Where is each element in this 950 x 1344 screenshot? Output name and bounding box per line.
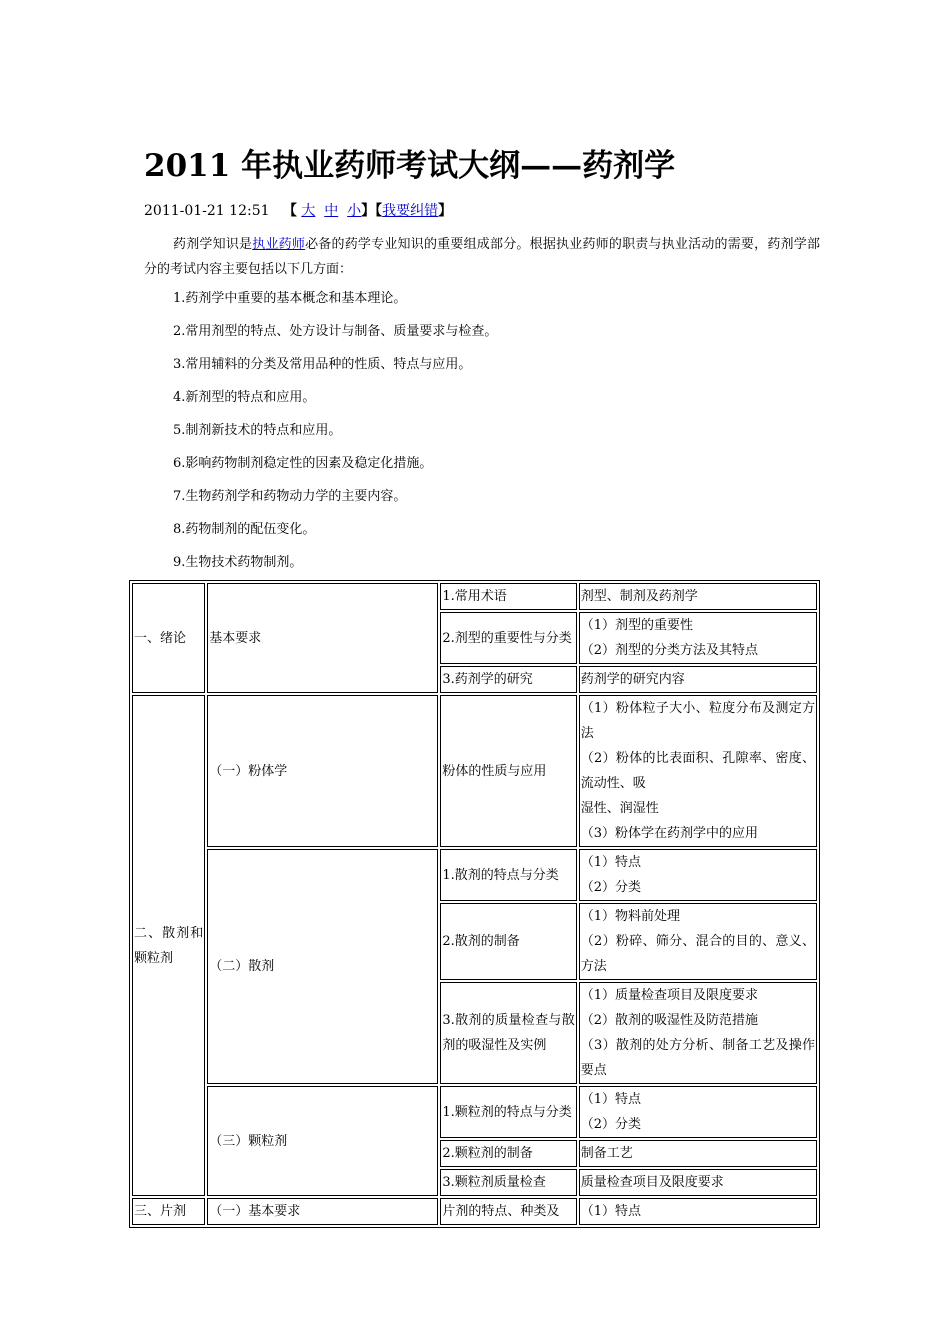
point-cell: 3.药剂学的研究 (440, 666, 576, 693)
report-error-link[interactable]: 我要纠错 (382, 203, 439, 219)
bracket: 】 (361, 203, 376, 219)
table-row (132, 1198, 817, 1225)
point-cell: 片剂的特点、种类及 (440, 1198, 576, 1225)
content-cell (579, 612, 817, 664)
point-cell: 1.散剂的特点与分类 (440, 849, 576, 901)
list-item: 2.常用剂型的特点、处方设计与制备、质量要求与检查。 (173, 324, 498, 339)
bracket: 【 (282, 203, 297, 219)
content-line: （2）剂型的分类方法及其特点 (580, 643, 759, 658)
content-cell (579, 666, 817, 693)
list-item: 3.常用辅料的分类及常用品种的性质、特点与应用。 (173, 357, 472, 372)
content-cell (579, 982, 817, 1084)
list-item: 9.生物技术药物制剂。 (173, 555, 303, 570)
list-item: 1.药剂学中重要的基本概念和基本理论。 (173, 291, 407, 306)
content-line: （1）特点 (580, 1092, 642, 1107)
content-cell (579, 1086, 817, 1138)
list-item: 5.制剂新技术的特点和应用。 (173, 423, 342, 438)
unit-cell: 二、散剂和颗粒剂 (132, 695, 205, 1196)
subunit-cell: （一）基本要求 (207, 1198, 438, 1225)
subunit-cell: （二）散剂 (207, 849, 438, 1084)
content-line: （1）剂型的重要性 (580, 618, 694, 633)
point-cell: 3.散剂的质量检查与散剂的吸湿性及实例 (440, 982, 576, 1084)
content-line: 剂型、制剂及药剂学 (580, 589, 698, 604)
article-meta (144, 200, 452, 220)
table-row (132, 849, 817, 901)
font-size-medium-link[interactable]: 中 (324, 203, 339, 219)
point-cell: 3.颗粒剂质量检查 (440, 1169, 576, 1196)
content-line: （2）分类 (580, 1117, 642, 1132)
pharmacist-link[interactable]: 执业药师 (252, 237, 306, 252)
font-size-large-link[interactable]: 大 (301, 203, 316, 219)
point-cell: 1.常用术语 (440, 583, 576, 610)
content-line: （1）质量检查项目及限度要求 (580, 988, 759, 1003)
content-line: 药剂学的研究内容 (580, 672, 685, 687)
content-cell (579, 583, 817, 610)
list-item: 4.新剂型的特点和应用。 (173, 390, 316, 405)
table-row (132, 583, 817, 610)
unit-cell: 一、绪论 (132, 583, 205, 693)
intro-text: 药剂学知识是 (173, 237, 253, 252)
point-cell: 1.颗粒剂的特点与分类 (440, 1086, 576, 1138)
content-line: （2）粉体的比表面积、孔隙率、密度、流动性、吸 (580, 751, 815, 791)
content-line: （2）分类 (580, 880, 642, 895)
content-line: （1）粉体粒子大小、粒度分布及测定方法 (580, 701, 815, 741)
syllabus-table (129, 580, 820, 1228)
content-cell (579, 903, 817, 980)
content-line: （3）散剂的处方分析、制备工艺及操作要点 (580, 1038, 815, 1078)
table-row (132, 1086, 817, 1138)
bracket: 【 (375, 203, 383, 219)
content-line: （3）粉体学在药剂学中的应用 (580, 826, 759, 841)
point-cell: 粉体的性质与应用 (440, 695, 576, 847)
content-cell (579, 1169, 817, 1196)
content-line: 质量检查项目及限度要求 (580, 1175, 724, 1190)
table-row (132, 695, 817, 847)
list-item: 7.生物药剂学和药物动力学的主要内容。 (173, 489, 407, 504)
content-cell (579, 849, 817, 901)
content-line: （1）特点 (580, 1204, 642, 1219)
content-line: （2）粉碎、筛分、混合的目的、意义、方法 (580, 934, 815, 974)
bracket: 】 (438, 203, 453, 219)
content-line: 制备工艺 (580, 1146, 633, 1161)
content-line: （1）特点 (580, 855, 642, 870)
intro-paragraph (144, 232, 820, 282)
list-item: 8.药物制剂的配伍变化。 (173, 522, 316, 537)
publish-date: 2011-01-21 12:51 (144, 203, 270, 219)
article-title: 2011 年执业药师考试大纲——药剂学 (144, 148, 676, 184)
intro-text: 必备的药学专业知识的重要组成部分。根据执业药师的职责与执业活动的需要，药剂学部分的考试内容主要包括以下几方面： (144, 237, 820, 277)
content-line: （2）散剂的吸湿性及防范措施 (580, 1013, 759, 1028)
font-size-small-link[interactable]: 小 (347, 203, 362, 219)
subunit-cell: （一）粉体学 (207, 695, 438, 847)
unit-cell: 三、片剂 (132, 1198, 205, 1225)
list-item: 6.影响药物制剂稳定性的因素及稳定化措施。 (173, 456, 433, 471)
content-cell (579, 1140, 817, 1167)
content-line: （1）物料前处理 (580, 909, 681, 924)
content-cell (579, 1198, 817, 1225)
point-cell: 2.剂型的重要性与分类 (440, 612, 576, 664)
subunit-cell: 基本要求 (207, 583, 438, 693)
point-cell: 2.颗粒剂的制备 (440, 1140, 576, 1167)
point-cell: 2.散剂的制备 (440, 903, 576, 980)
outline-list (173, 288, 497, 585)
content-line: 湿性、润湿性 (580, 801, 659, 816)
content-cell (579, 695, 817, 847)
subunit-cell: （三）颗粒剂 (207, 1086, 438, 1196)
